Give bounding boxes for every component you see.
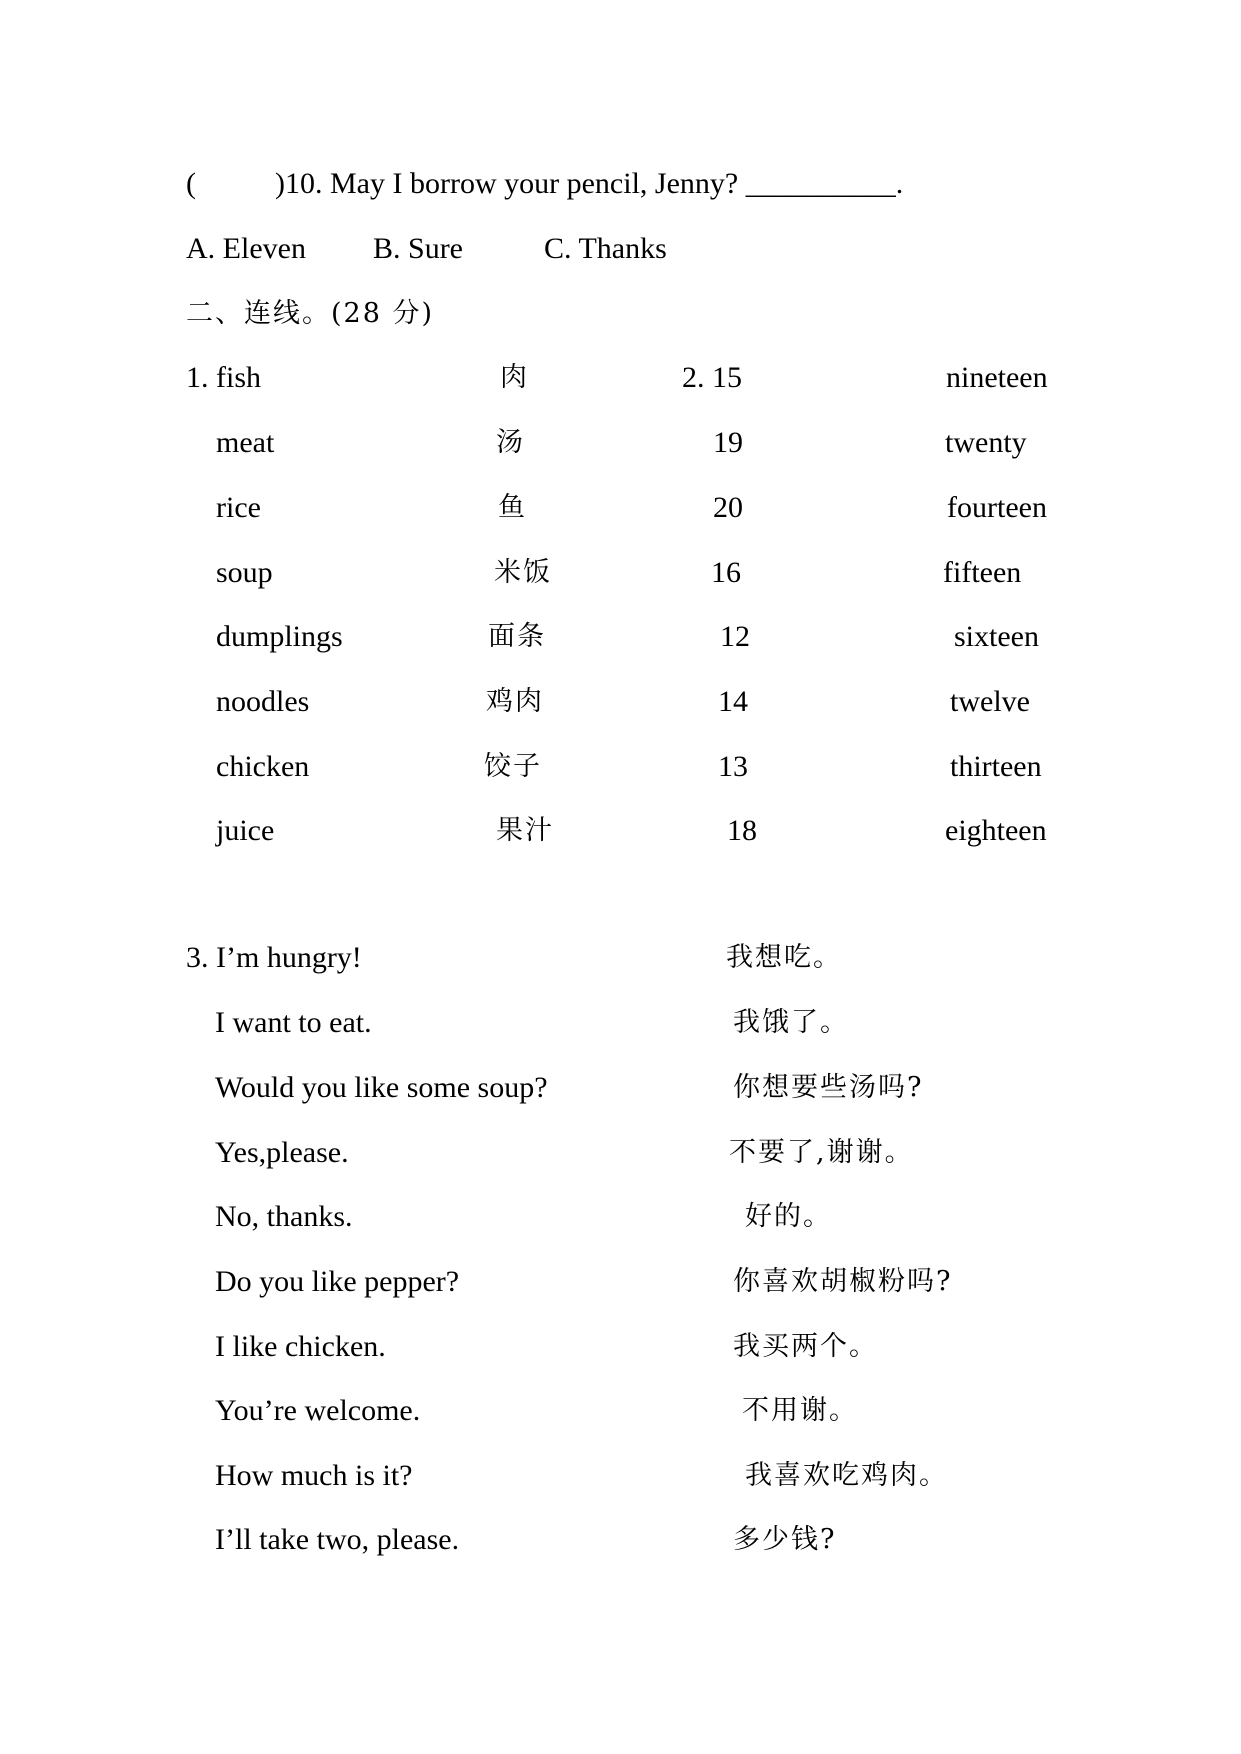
part3-chinese-sentence: 我饿了。 [733,1007,849,1038]
part1-english-item: chicken [216,750,310,783]
part3-chinese-sentence: 你喜欢胡椒粉吗? [733,1266,953,1297]
part1-chinese-item: 肉 [500,362,529,393]
part2-word-item: nineteen [946,361,1048,394]
q10-option-b: B. Sure [373,232,463,265]
part3-english-sentence: I want to eat. [215,1006,372,1039]
part2-number-item: 16 [711,556,741,589]
q10-paren-open: ( [186,167,196,200]
part1-chinese-item: 鸡肉 [486,686,544,717]
part1-chinese-item: 饺子 [484,751,542,782]
part1-chinese-item: 米饭 [494,557,552,588]
q10-stem: )10. May I borrow your pencil, Jenny? __________. [275,167,904,200]
part3-chinese-sentence: 我喜欢吃鸡肉。 [745,1460,948,1491]
q10-option-a: A. Eleven [186,232,306,265]
part1-english-item: 1. fish [186,361,261,394]
part3-chinese-sentence: 不用谢。 [742,1395,858,1426]
part1-english-item: meat [216,426,275,459]
part1-chinese-item: 汤 [496,427,525,458]
part2-word-item: sixteen [954,620,1039,653]
part3-english-sentence: How much is it? [215,1459,413,1492]
part3-english-sentence: Do you like pepper? [215,1265,460,1298]
part1-chinese-item: 果汁 [496,815,554,846]
part2-number-item: 20 [713,491,743,524]
part2-number-item: 13 [718,750,748,783]
part1-english-item: soup [216,556,273,589]
part2-word-item: fourteen [947,491,1047,524]
part1-english-item: dumplings [216,620,343,653]
part2-number-item: 12 [720,620,750,653]
q10-option-c: C. Thanks [544,232,667,265]
section-heading: 二、连线。(28 分) [186,298,435,329]
part2-number-item: 2. 15 [682,361,742,394]
part3-english-sentence: 3. I’m hungry! [186,941,362,974]
part3-chinese-sentence: 你想要些汤吗? [733,1072,924,1103]
part3-english-sentence: No, thanks. [215,1200,353,1233]
part2-number-item: 19 [713,426,743,459]
part1-english-item: juice [216,814,275,847]
part3-chinese-sentence: 好的。 [745,1201,832,1232]
part2-word-item: eighteen [945,814,1047,847]
part1-english-item: noodles [216,685,310,718]
part2-number-item: 14 [718,685,748,718]
part2-word-item: twelve [950,685,1030,718]
part2-word-item: thirteen [950,750,1042,783]
part2-word-item: fifteen [943,556,1022,589]
part3-chinese-sentence: 我想吃。 [726,942,842,973]
part3-english-sentence: I like chicken. [215,1330,386,1363]
part1-english-item: rice [216,491,261,524]
part1-chinese-item: 面条 [488,621,546,652]
part3-chinese-sentence: 我买两个。 [733,1331,878,1362]
part3-english-sentence: You’re welcome. [215,1394,421,1427]
part2-number-item: 18 [727,814,757,847]
part3-english-sentence: I’ll take two, please. [215,1523,460,1556]
part3-english-sentence: Would you like some soup? [215,1071,548,1104]
part3-chinese-sentence: 多少钱? [733,1524,837,1555]
part1-chinese-item: 鱼 [498,492,527,523]
part3-chinese-sentence: 不要了,谢谢。 [729,1137,914,1168]
part2-word-item: twenty [945,426,1027,459]
part3-english-sentence: Yes,please. [215,1136,349,1169]
